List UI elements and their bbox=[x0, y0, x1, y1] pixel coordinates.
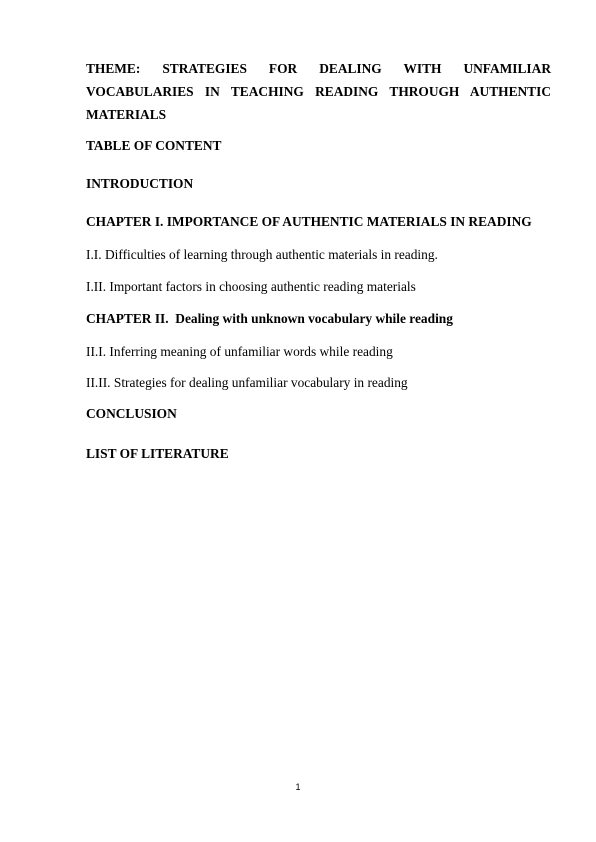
toc-entry-chapter-2: CHAPTER II. Dealing with unknown vocabulary while reading bbox=[86, 311, 453, 326]
toc-heading: TABLE OF CONTENT bbox=[86, 138, 222, 153]
toc-entry-chapter-1: CHAPTER I. IMPORTANCE OF AUTHENTIC MATERIALS IN READING bbox=[86, 214, 532, 229]
toc-entry-section-1-2: I.II. Important factors in choosing authentic reading materials bbox=[86, 279, 416, 294]
toc-entry-section-2-2: II.II. Strategies for dealing unfamiliar vocabulary in reading bbox=[86, 375, 408, 390]
page-number: 1 bbox=[295, 782, 301, 792]
document-theme-title: THEME: STRATEGIES FOR DEALING WITH UNFAMILIAR VOCABULARIES IN TEACHING READING THROUGH AUTHENTIC MATERIALS bbox=[86, 61, 551, 122]
toc-entry-section-2-1: II.I. Inferring meaning of unfamiliar words while reading bbox=[86, 344, 393, 359]
toc-entry-section-1-1: I.I. Difficulties of learning through authentic materials in reading. bbox=[86, 247, 438, 262]
toc-entry-conclusion: CONCLUSION bbox=[86, 406, 177, 421]
toc-entry-introduction: INTRODUCTION bbox=[86, 176, 194, 191]
toc-entry-list-of-literature: LIST OF LITERATURE bbox=[86, 446, 229, 461]
